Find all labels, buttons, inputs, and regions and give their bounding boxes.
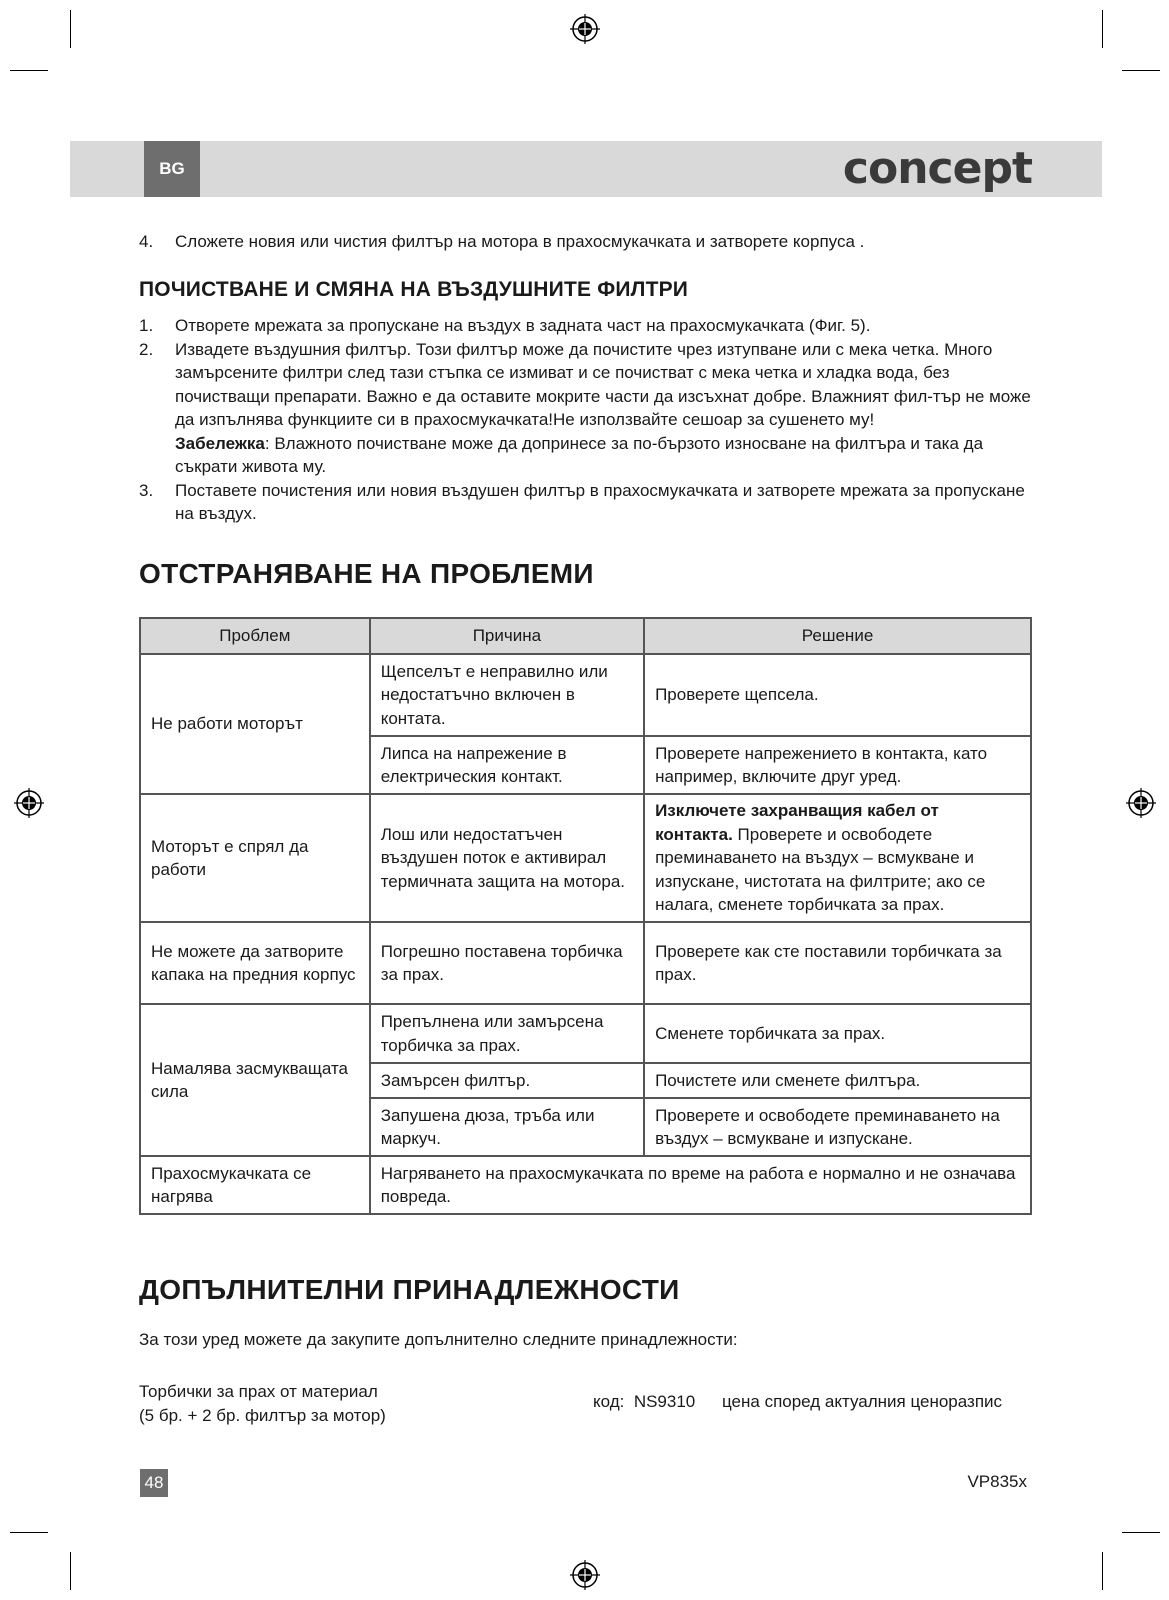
troubleshooting-table xyxy=(139,617,1032,1215)
list-number: 1. xyxy=(139,316,154,335)
air-filters-section xyxy=(139,278,1033,526)
problem-cell: Не можете да затворите капака на предния корпус xyxy=(140,922,370,1004)
solution-cell: Проверете напрежението в контакта, като например, включите друг уред. xyxy=(644,736,1031,794)
crop-mark xyxy=(10,1532,48,1533)
crop-mark xyxy=(1122,1532,1160,1533)
code-value: NS9310 xyxy=(633,1392,696,1411)
list-text: Отворете мрежата за пропускане на въздух в задната част на прахосмукачката (Фиг. 5). xyxy=(175,316,871,335)
brand-logo: concept xyxy=(842,143,1032,194)
note-cell: Нагряването на прахосмукачката по време на работа е нормално и не означава повреда. xyxy=(370,1156,1031,1214)
registration-mark-icon xyxy=(14,788,44,818)
column-header: Решение xyxy=(644,618,1031,654)
list-text: Сложете новия или чистия филтър на мотора в прахосмукачката и затворете корпуса . xyxy=(175,232,865,251)
column-header: Проблем xyxy=(140,618,370,654)
list-number: 3. xyxy=(139,480,154,500)
solution-text: Проверете и освободете преминаването на въздух – всмукване и изпускане, чистотата на филтрите; ако се налага, сменете торбичката за прах. xyxy=(655,824,986,915)
list-item xyxy=(139,230,1033,254)
accessory-price: цена според актуалния ценоразпис xyxy=(722,1392,1003,1411)
solution-cell: Почистете или сменете филтъра. xyxy=(644,1063,1031,1098)
cause-cell: Лош или недостатъчен въздушен поток е активирал термичната защита на мотора. xyxy=(370,794,644,922)
list-text: Извадете въздушния филтър. Този филтър може да почистите чрез изтупване или с мека четка. Много замърсените филтри след тази стъпка се измиват и се почистват с мека четка и хладка вода, без почистващи препарати. Важно е да оставите мокрите части да изсъхнат добре. Влажният фил-тър не може да изпълнява функциите си в прахосмукачката!Не използвайте сешоар за сушенето му! xyxy=(175,339,1031,429)
list-text: Поставете почистения или новия въздушен филтър в прахосмукачката и затворете мрежата за пропускане на въздух. xyxy=(175,480,1025,523)
table-row xyxy=(140,922,1031,1004)
intro-step xyxy=(139,230,1033,254)
code-label: код: xyxy=(593,1392,625,1411)
accessories-intro: За този уред можете да закупите допълнително следните принадлежности: xyxy=(139,1330,738,1349)
solution-cell xyxy=(644,794,1031,922)
accessory-code xyxy=(593,1392,695,1412)
solution-cell: Проверете как сте поставили торбичката за прах. xyxy=(644,922,1031,1004)
column-header: Причина xyxy=(370,618,644,654)
section-subtitle: ПОЧИСТВАНЕ И СМЯНА НА ВЪЗДУШНИТЕ ФИЛТРИ xyxy=(139,278,689,301)
table-row xyxy=(140,1156,1031,1214)
page-header xyxy=(70,141,1102,197)
registration-mark-icon xyxy=(1126,788,1156,818)
table-header-row xyxy=(140,618,1031,654)
problem-cell: Моторът е спрял да работи xyxy=(140,794,370,922)
list-number: 2. xyxy=(139,339,154,359)
crop-mark xyxy=(70,10,71,48)
accessory-detail: (5 бр. + 2 бр. филтър за мотор) xyxy=(139,1406,386,1425)
solution-cell: Проверете щепсела. xyxy=(644,654,1031,736)
list-item xyxy=(139,314,1033,338)
crop-mark xyxy=(10,70,48,71)
cause-cell: Липса на напрежение в електрическия контакт. xyxy=(370,736,644,794)
problem-cell: Не работи моторът xyxy=(140,654,370,794)
note-label: Забележка xyxy=(175,433,265,453)
table-row xyxy=(140,1004,1031,1063)
page-number: 48 xyxy=(140,1469,168,1497)
problem-cell: Прахосмукачката се нагрява xyxy=(140,1156,370,1214)
problem-cell: Намалява засмукващата сила xyxy=(140,1004,370,1156)
cause-cell: Погрешно поставена торбичка за прах. xyxy=(370,922,644,1004)
table-row xyxy=(140,654,1031,736)
solution-cell: Проверете и освободете преминаването на въздух – всмукване и изпускане. xyxy=(644,1098,1031,1156)
crop-mark xyxy=(70,1552,71,1590)
registration-mark-icon xyxy=(570,14,600,44)
section-title: ОТСТРАНЯВАНЕ НА ПРОБЛЕМИ xyxy=(139,558,594,589)
cause-cell: Замърсен филтър. xyxy=(370,1063,644,1098)
note-text: : Влажното почистване може да допринесе за по-бързото износване на филтъра и така да съкрати живота му. xyxy=(175,433,984,476)
list-number: 4. xyxy=(139,232,154,251)
troubleshooting-heading xyxy=(139,558,1033,590)
registration-mark-icon xyxy=(570,1560,600,1590)
section-title: ДОПЪЛНИТЕЛНИ ПРИНАДЛЕЖНОСТИ xyxy=(139,1274,680,1305)
list-item xyxy=(139,338,1033,479)
accessories-heading xyxy=(139,1274,1033,1306)
solution-warning: Изключете захранващия кабел от контакта. xyxy=(655,801,939,844)
accessory-name: Торбички за прах от материал xyxy=(139,1382,378,1401)
solution-cell: Сменете торбичката за прах. xyxy=(644,1004,1031,1063)
cause-cell: Препълнена или замърсена торбичка за прах. xyxy=(370,1004,644,1063)
crop-mark xyxy=(1102,10,1103,48)
crop-mark xyxy=(1102,1552,1103,1590)
cause-cell: Запушена дюза, тръба или маркуч. xyxy=(370,1098,644,1156)
language-tab: BG xyxy=(144,141,200,197)
list-item xyxy=(139,479,1033,526)
cause-cell: Щепселът е неправилно или недостатъчно включен в контата. xyxy=(370,654,644,736)
model-number: VP835x xyxy=(967,1472,1027,1491)
crop-mark xyxy=(1122,70,1160,71)
table-row xyxy=(140,794,1031,922)
